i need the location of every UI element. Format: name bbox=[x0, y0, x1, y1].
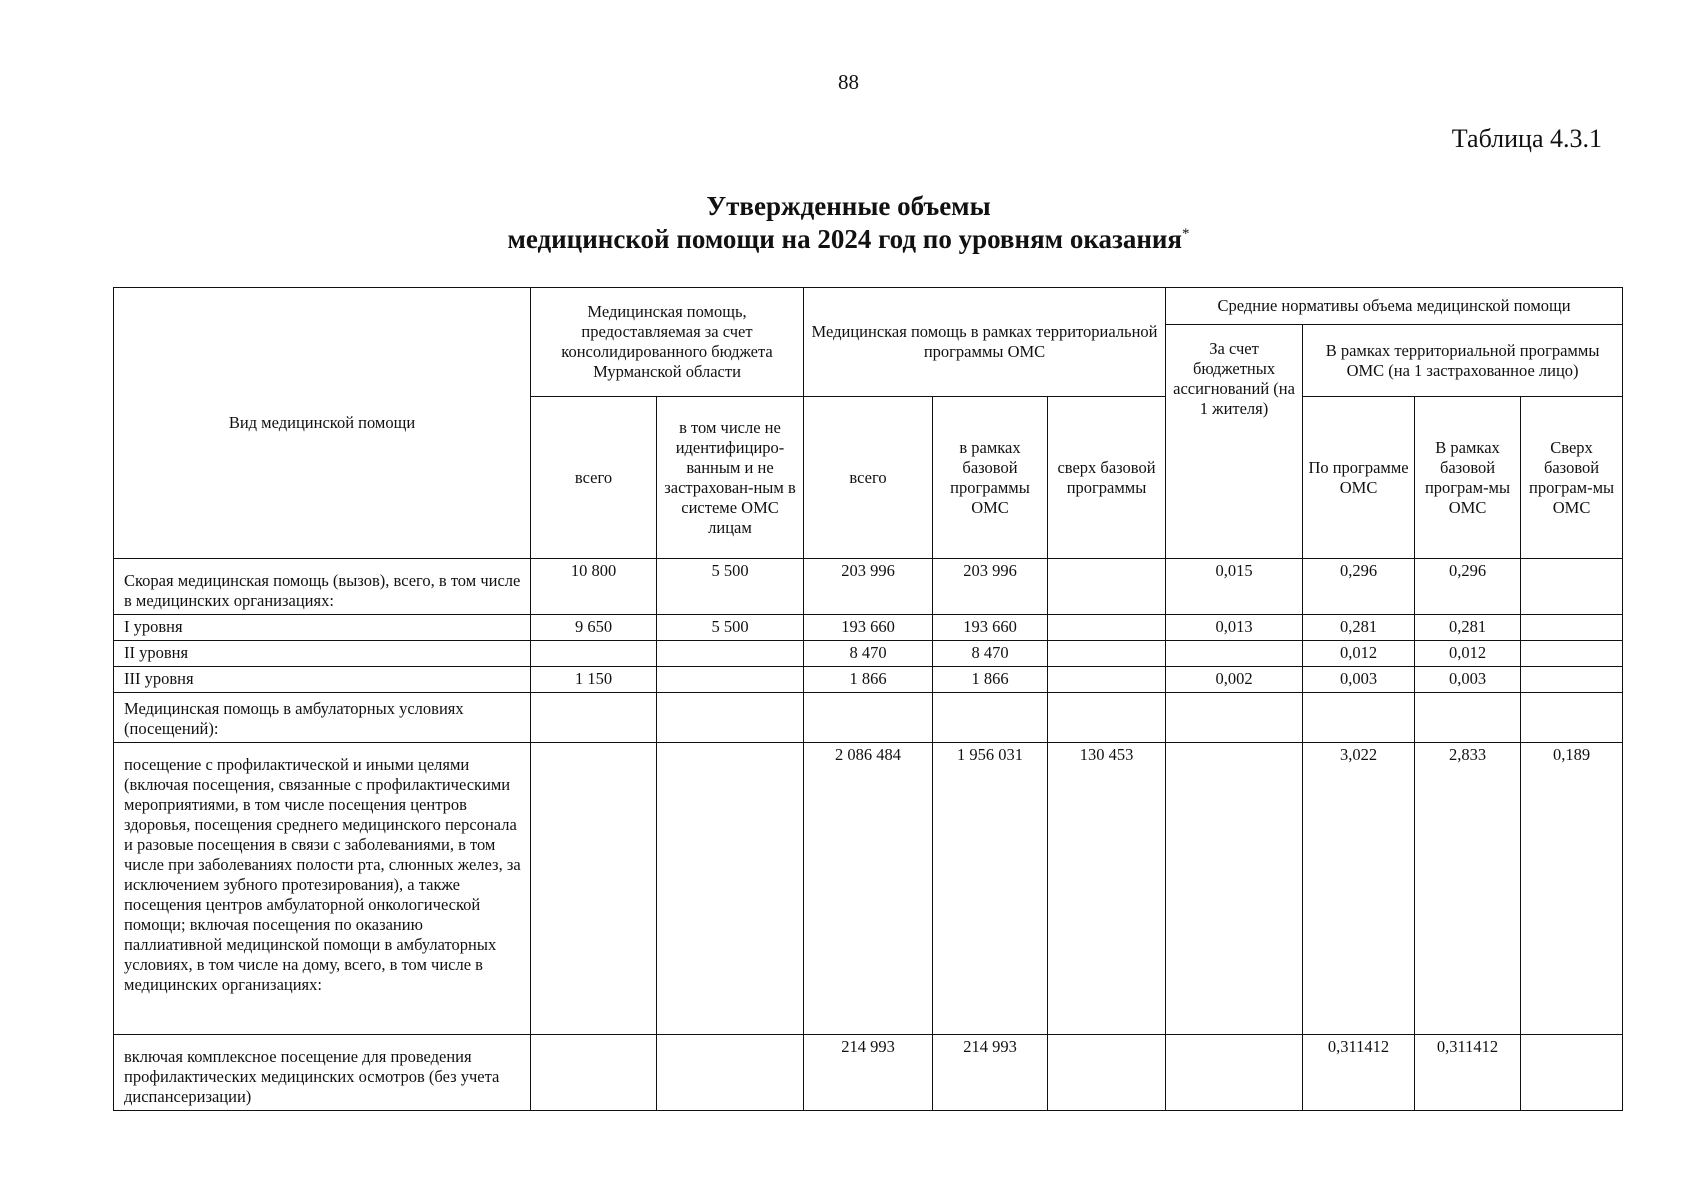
header-norm-oms-base: В рамках базовой програм-мы ОМС bbox=[1415, 397, 1521, 559]
header-oms-base: в рамках базовой программы ОМС bbox=[933, 397, 1048, 559]
cell-budget-uninsured bbox=[657, 743, 804, 1035]
cell-oms-base: 1 866 bbox=[933, 667, 1048, 693]
cell-oms-above bbox=[1048, 667, 1166, 693]
table-row bbox=[114, 641, 1623, 667]
cell-oms-total: 8 470 bbox=[804, 641, 933, 667]
cell-oms-base: 8 470 bbox=[933, 641, 1048, 667]
cell-oms-above bbox=[1048, 1035, 1166, 1111]
cell-oms-total bbox=[804, 693, 933, 743]
table-row bbox=[114, 1035, 1623, 1111]
title-line-1: Утвержденные объемы bbox=[706, 191, 991, 221]
header-budget-per-resident: За счет бюджетных ассигнований (на 1 жителя) bbox=[1166, 325, 1303, 559]
table-label: Таблица 4.3.1 bbox=[1451, 124, 1602, 153]
header-oms-total: всего bbox=[804, 397, 933, 559]
cell-norm-oms-base: 0,296 bbox=[1415, 559, 1521, 615]
cell-oms-base bbox=[933, 693, 1048, 743]
header-budget-total: всего bbox=[531, 397, 657, 559]
header-oms-per-insured: В рамках территориальной программы ОМС (на 1 застрахованное лицо) bbox=[1303, 325, 1623, 397]
cell-oms-above bbox=[1048, 641, 1166, 667]
cell-oms-total: 1 866 bbox=[804, 667, 933, 693]
header-norms-group: Средние нормативы объема медицинской помощи bbox=[1166, 288, 1623, 325]
cell-budget-total bbox=[531, 743, 657, 1035]
cell-budget-uninsured bbox=[657, 1035, 804, 1111]
cell-norm-oms-above bbox=[1521, 667, 1623, 693]
header-oms-above: сверх базовой программы bbox=[1048, 397, 1166, 559]
cell-budget-uninsured: 5 500 bbox=[657, 559, 804, 615]
cell-norm-oms-total: 0,281 bbox=[1303, 615, 1415, 641]
cell-budget-total bbox=[531, 693, 657, 743]
table-header bbox=[114, 288, 1623, 559]
row-name: Медицинская помощь в амбулаторных условиях (посещений): bbox=[114, 693, 531, 743]
volumes-table bbox=[113, 287, 1623, 1111]
cell-norm-oms-total bbox=[1303, 693, 1415, 743]
cell-oms-above bbox=[1048, 693, 1166, 743]
cell-norm-budget: 0,015 bbox=[1166, 559, 1303, 615]
header-budget-group: Медицинская помощь, предоставляемая за счет консолидированного бюджета Мурманской области bbox=[531, 288, 804, 397]
cell-budget-uninsured bbox=[657, 641, 804, 667]
header-norm-oms-total: По программе ОМС bbox=[1303, 397, 1415, 559]
cell-norm-oms-above bbox=[1521, 615, 1623, 641]
cell-norm-oms-total: 0,311412 bbox=[1303, 1035, 1415, 1111]
cell-oms-base: 193 660 bbox=[933, 615, 1048, 641]
cell-budget-uninsured: 5 500 bbox=[657, 615, 804, 641]
cell-norm-oms-above: 0,189 bbox=[1521, 743, 1623, 1035]
cell-budget-uninsured bbox=[657, 667, 804, 693]
cell-norm-budget bbox=[1166, 641, 1303, 667]
row-name: включая комплексное посещение для проведения профилактических медицинских осмотров (без учета диспансеризации) bbox=[114, 1035, 531, 1111]
cell-norm-oms-above bbox=[1521, 641, 1623, 667]
cell-norm-oms-above bbox=[1521, 693, 1623, 743]
page-number: 88 bbox=[838, 70, 859, 94]
cell-norm-oms-total: 0,003 bbox=[1303, 667, 1415, 693]
cell-norm-budget bbox=[1166, 743, 1303, 1035]
cell-norm-oms-total: 3,022 bbox=[1303, 743, 1415, 1035]
row-name: I уровня bbox=[114, 615, 531, 641]
cell-norm-oms-above bbox=[1521, 559, 1623, 615]
cell-oms-total: 214 993 bbox=[804, 1035, 933, 1111]
cell-budget-total: 1 150 bbox=[531, 667, 657, 693]
cell-norm-oms-base: 0,281 bbox=[1415, 615, 1521, 641]
cell-oms-above bbox=[1048, 559, 1166, 615]
table-row bbox=[114, 693, 1623, 743]
cell-norm-oms-base: 2,833 bbox=[1415, 743, 1521, 1035]
table-body bbox=[114, 559, 1623, 1111]
cell-norm-oms-total: 0,296 bbox=[1303, 559, 1415, 615]
table-row bbox=[114, 615, 1623, 641]
document-title bbox=[0, 190, 1697, 256]
title-line-2-text: медицинской помощи на 2024 год по уровням оказания bbox=[507, 224, 1183, 254]
cell-budget-total: 10 800 bbox=[531, 559, 657, 615]
cell-oms-above: 130 453 bbox=[1048, 743, 1166, 1035]
cell-norm-oms-total: 0,012 bbox=[1303, 641, 1415, 667]
cell-norm-budget bbox=[1166, 693, 1303, 743]
cell-oms-base: 203 996 bbox=[933, 559, 1048, 615]
cell-norm-oms-base bbox=[1415, 693, 1521, 743]
cell-oms-above bbox=[1048, 615, 1166, 641]
row-name: III уровня bbox=[114, 667, 531, 693]
cell-budget-total bbox=[531, 641, 657, 667]
cell-oms-base: 1 956 031 bbox=[933, 743, 1048, 1035]
header-budget-uninsured: в том числе не идентифициро-ванным и не застрахован-ным в системе ОМС лицам bbox=[657, 397, 804, 559]
cell-oms-total: 203 996 bbox=[804, 559, 933, 615]
cell-norm-oms-base: 0,311412 bbox=[1415, 1035, 1521, 1111]
cell-oms-base: 214 993 bbox=[933, 1035, 1048, 1111]
cell-norm-oms-base: 0,012 bbox=[1415, 641, 1521, 667]
row-name: посещение с профилактической и иными целями (включая посещения, связанные с профилактическими мероприятиями, в том числе посещения центров здоровья, посещения среднего медицинского персонала и разовые посещения в связи с заболеваниями, в том числе при заболеваниях полости рта, слюнных желез, за исключением зубного протезирования), а также посещения центров амбулаторной онкологической помощи; включая посещения по оказанию паллиативной медицинской помощи в амбулаторных условиях, в том числе на дому, всего, в том числе в медицинских организациях: bbox=[114, 743, 531, 1035]
header-oms-group: Медицинская помощь в рамках территориальной программы ОМС bbox=[804, 288, 1166, 397]
header-norm-oms-above: Сверх базовой програм-мы ОМС bbox=[1521, 397, 1623, 559]
row-name: II уровня bbox=[114, 641, 531, 667]
cell-budget-total bbox=[531, 1035, 657, 1111]
header-type: Вид медицинской помощи bbox=[114, 288, 531, 559]
title-line-2 bbox=[0, 223, 1697, 256]
table-row bbox=[114, 559, 1623, 615]
cell-norm-budget: 0,013 bbox=[1166, 615, 1303, 641]
cell-norm-oms-above bbox=[1521, 1035, 1623, 1111]
cell-norm-oms-base: 0,003 bbox=[1415, 667, 1521, 693]
footnote-mark: * bbox=[1182, 226, 1190, 242]
row-name: Скорая медицинская помощь (вызов), всего, в том числе в медицинских организациях: bbox=[114, 559, 531, 615]
cell-norm-budget: 0,002 bbox=[1166, 667, 1303, 693]
cell-oms-total: 193 660 bbox=[804, 615, 933, 641]
cell-budget-total: 9 650 bbox=[531, 615, 657, 641]
table-row bbox=[114, 667, 1623, 693]
cell-budget-uninsured bbox=[657, 693, 804, 743]
table-row bbox=[114, 743, 1623, 1035]
cell-oms-total: 2 086 484 bbox=[804, 743, 933, 1035]
cell-norm-budget bbox=[1166, 1035, 1303, 1111]
